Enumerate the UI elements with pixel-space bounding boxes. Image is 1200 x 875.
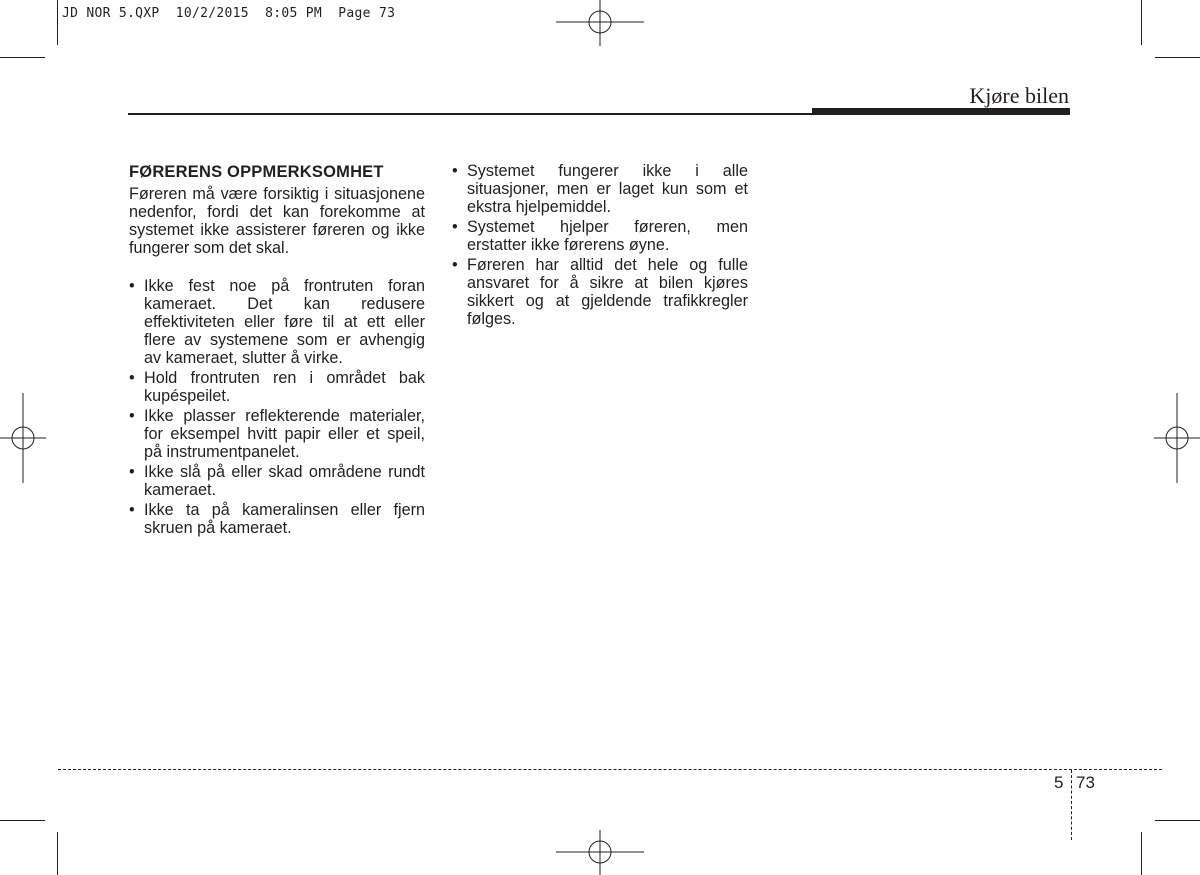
list-item-text: Hold frontruten ren i området bak kupéspeilet. xyxy=(144,369,425,405)
left-bullet-list xyxy=(129,277,425,537)
list-item-text: Ikke plasser reflekterende materialer, for eksempel hvitt papir eller et speil, på instrumentpanelet. xyxy=(144,407,425,461)
list-item-text: Systemet hjelper føreren, men erstatter ikke førerens øyne. xyxy=(467,218,748,254)
crop-mark xyxy=(1155,57,1200,58)
list-item xyxy=(129,501,425,537)
page-number: 73 xyxy=(1076,773,1095,792)
header-rule-thick xyxy=(812,108,1070,115)
crop-mark xyxy=(1141,832,1142,875)
crop-mark xyxy=(0,57,45,58)
bullet-icon: • xyxy=(129,369,135,387)
crop-mark xyxy=(57,832,58,875)
right-column xyxy=(452,162,748,330)
page-number-divider xyxy=(1071,770,1072,840)
bullet-icon: • xyxy=(129,277,135,295)
bullet-icon: • xyxy=(452,256,458,274)
bullet-icon: • xyxy=(129,501,135,519)
registration-mark-right-icon xyxy=(1154,393,1200,483)
bullet-icon: • xyxy=(129,463,135,481)
list-item xyxy=(129,277,425,367)
crop-mark xyxy=(0,820,45,821)
print-slug: JD NOR 5.QXP 10/2/2015 8:05 PM Page 73 xyxy=(62,6,396,21)
bullet-icon: • xyxy=(129,407,135,425)
chapter-number: 5 xyxy=(1054,773,1064,792)
list-item-text: Ikke fest noe på frontruten foran kameraet. Det kan redusere effektiviteten eller føre til at ett eller flere av systemene som er avhengig av kameraet, slutter å virke. xyxy=(144,277,425,367)
registration-mark-bottom-icon xyxy=(556,830,644,875)
bullet-icon: • xyxy=(452,218,458,236)
list-item xyxy=(452,162,748,216)
registration-mark-left-icon xyxy=(0,393,46,483)
header-rule-thin xyxy=(128,113,812,115)
left-column xyxy=(129,163,425,539)
list-item xyxy=(452,218,748,254)
list-item xyxy=(129,407,425,461)
list-item xyxy=(452,256,748,328)
list-item-text: Systemet fungerer ikke i alle situasjoner, men er laget kun som et ekstra hjelpemiddel. xyxy=(467,162,748,216)
crop-mark xyxy=(57,0,58,45)
list-item-text: Føreren har alltid det hele og fulle ansvaret for å sikre at bilen kjøres sikkert og at gjeldende trafikkregler følges. xyxy=(467,256,748,328)
bullet-icon: • xyxy=(452,162,458,180)
right-bullet-list xyxy=(452,162,748,328)
intro-paragraph: Føreren må være forsiktig i situasjonene nedenfor, fordi det kan forekomme at systemet ikke assisterer føreren og ikke fungerer som det skal. xyxy=(129,185,425,257)
list-item xyxy=(129,463,425,499)
footer-rule xyxy=(58,769,1162,770)
list-item-text: Ikke ta på kameralinsen eller fjern skruen på kameraet. xyxy=(144,501,425,537)
chapter-title: Kjøre bilen xyxy=(969,83,1069,108)
list-item xyxy=(129,369,425,405)
registration-mark-top-icon xyxy=(556,0,644,46)
crop-mark xyxy=(1155,820,1200,821)
list-item-text: Ikke slå på eller skad områdene rundt kameraet. xyxy=(144,463,425,499)
crop-mark xyxy=(1141,0,1142,45)
section-heading: FØRERENS OPPMERKSOMHET xyxy=(129,163,384,181)
